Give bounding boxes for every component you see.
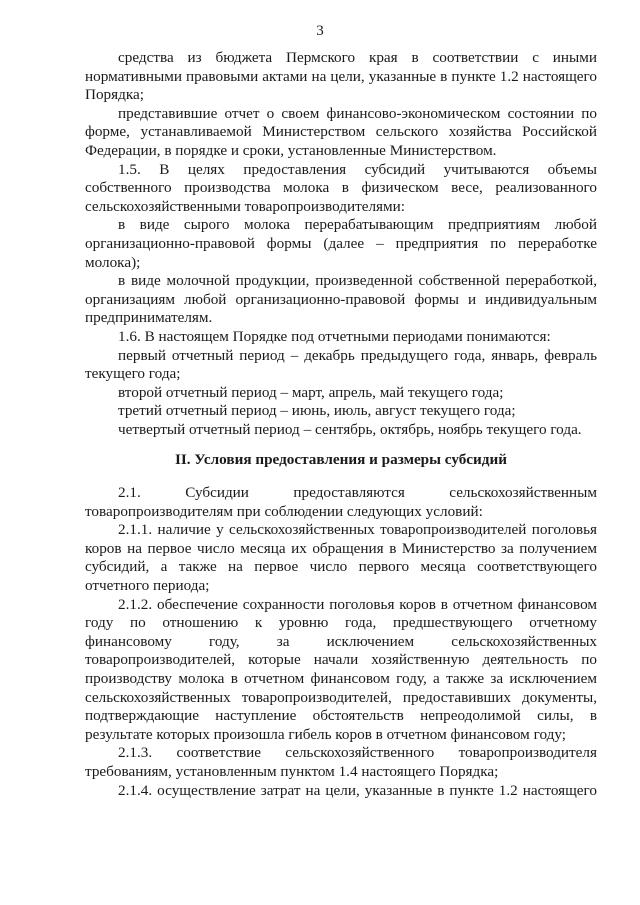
paragraph-dairy-products: в виде молочной продукции, произведенной собственной переработкой, организациям любой организационно-правовой формы и индивидуальным предпринимателям. (85, 272, 597, 327)
paragraph-2-1-2: 2.1.2. обеспечение сохранности поголовья коров в отчетном финансовом году по отношению к уровню года, предшествующего отчетному финансовому году, за исключением сельскохозяйственных товаропроизводителей, которые начали хозяйственную деятельность по производству молока в отчетном финансовом году, а также за исключением сельскохозяйственных товаропроизводителей, предоставивших документы, подтверждающие наступление обстоятельств непреодолимой силы, в результате которых произошла гибель коров в отчетном финансовом году; (85, 595, 597, 743)
paragraph-third-period: третий отчетный период – июнь, июль, август текущего года; (118, 402, 516, 420)
document-body (85, 49, 597, 800)
paragraph-raw-milk: в виде сырого молока перерабатывающим предприятиям любой организационно-правовой формы (далее – предприятия по переработке молока); (85, 216, 597, 271)
section-heading: II. Условия предоставления и размеры субсидий (174, 451, 507, 469)
paragraph-financial-report: представившие отчет о своем финансово-экономическом состоянии по форме, устанавливаемой Министерством сельского хозяйства Российской Федерации, в порядке и сроки, установленные Министерством. (85, 104, 597, 159)
page-number: 3 (316, 23, 324, 39)
paragraph-2-1-4: 2.1.4. осуществление затрат на цели, указанные в пункте 1.2 настоящего (118, 781, 597, 799)
paragraph-first-period: первый отчетный период – декабрь предыдущего года, январь, февраль текущего года; (85, 346, 597, 383)
paragraph-1-5: 1.5. В целях предоставления субсидий учитываются объемы собственного производства молока в физическом весе, реализованного сельскохозяйственными товаропроизводителями: (85, 160, 597, 215)
paragraph-budget-funds: средства из бюджета Пермского края в соответствии с иными нормативными правовыми актами на цели, указанные в пункте 1.2 настоящего Порядка; (85, 49, 597, 104)
paragraph-2-1-3: 2.1.3. соответствие сельскохозяйственного товаропроизводителя требованиям, установленным пунктом 1.4 настоящего Порядка; (85, 744, 597, 780)
paragraph-2-1-1: 2.1.1. наличие у сельскохозяйственных товаропроизводителей поголовья коров на первое число месяца их обращения в Министерство за получением субсидий, а также на первое число первого месяца соответствующего отчетного периода; (85, 521, 597, 595)
paragraph-1-6: 1.6. В настоящем Порядке под отчетными периодами понимаются: (118, 327, 551, 345)
paragraph-fourth-period: четвертый отчетный период – сентябрь, октябрь, ноябрь текущего года. (118, 420, 582, 438)
paragraph-second-period: второй отчетный период – март, апрель, май текущего года; (118, 383, 504, 401)
paragraph-2-1: 2.1. Субсидии предоставляются сельскохозяйственным товаропроизводителям при соблюдении следующих условий: (85, 484, 597, 520)
